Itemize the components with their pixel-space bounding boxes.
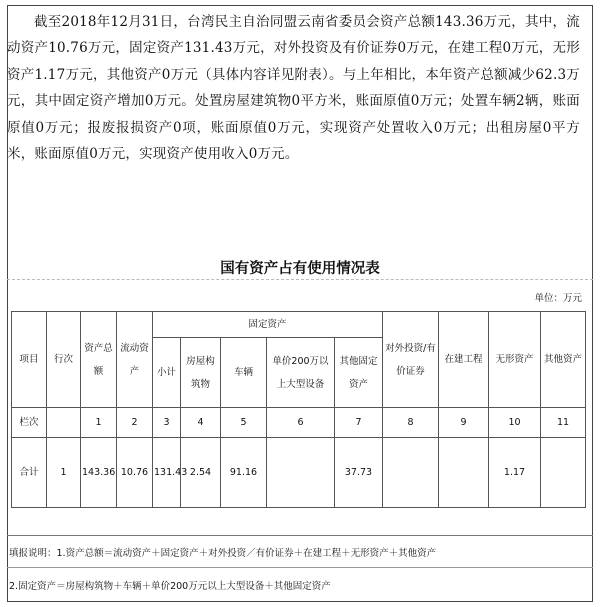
header-buildings: 房屋构筑物 bbox=[181, 338, 221, 408]
col-number: 10 bbox=[489, 408, 541, 438]
col-number: 6 bbox=[267, 408, 335, 438]
note-line-2: 2.固定资产＝房屋构筑物＋车辆＋单价200万元以上大型设备＋其他固定资产 bbox=[9, 581, 331, 592]
header-construction: 在建工程 bbox=[439, 312, 489, 408]
unit-label: 单位：万元 bbox=[534, 293, 582, 304]
asset-table bbox=[11, 311, 586, 508]
header-vehicles: 车辆 bbox=[221, 338, 267, 408]
header-large-equipment: 单价200万以上大型设备 bbox=[267, 338, 335, 408]
col-number: 8 bbox=[383, 408, 439, 438]
total-assets-value: 143.36 bbox=[81, 438, 117, 508]
header-current-assets: 流动资产 bbox=[117, 312, 153, 408]
note-line-1: 填报说明：1.资产总额＝流动资产＋固定资产＋对外投资／有价证券＋在建工程＋无形资产＋其他资产 bbox=[9, 548, 437, 559]
subtotal-value: 131.43 bbox=[153, 438, 181, 508]
table-title: 国有资产占有使用情况表 bbox=[220, 261, 380, 277]
header-total-assets: 资产总额 bbox=[81, 312, 117, 408]
other-fixed-value: 37.73 bbox=[335, 438, 383, 508]
summary-paragraph: 截至2018年12月31日，台湾民主自治同盟云南省委员会资产总额143.36万元，其中，流动资产10.76万元，固定资产131.43万元，对外投资及有价证券0万元，在建工程0万元，无形资产1.17万元，其他资产0万元（具体内容详见附表）。与上年相比，本年资产总额减少62.3万元，其中固定资产增加0万元。处置房屋建筑物0平方米，账面原值0万元；处置车辆2辆，账面原值0万元；报废报损资产0项，账面原值0万元，实现资产处置收入0万元；出租房屋0平方米，账面原值0万元，实现资产使用收入0万元。 bbox=[7, 14, 580, 163]
col-number: 3 bbox=[153, 408, 181, 438]
other-assets-value bbox=[541, 438, 586, 508]
header-other-fixed: 其他固定资产 bbox=[335, 338, 383, 408]
header-row-no: 行次 bbox=[47, 312, 81, 408]
col-number-label: 栏次 bbox=[12, 408, 47, 438]
col-number: 2 bbox=[117, 408, 153, 438]
header-investments: 对外投资/有价证券 bbox=[383, 312, 439, 408]
header-other-assets: 其他资产 bbox=[541, 312, 586, 408]
total-row bbox=[12, 438, 586, 508]
notes-divider bbox=[7, 535, 593, 536]
current-assets-value: 10.76 bbox=[117, 438, 153, 508]
header-intangible: 无形资产 bbox=[489, 312, 541, 408]
buildings-value: 2.54 bbox=[181, 438, 221, 508]
header-item: 项目 bbox=[12, 312, 47, 408]
total-row-no: 1 bbox=[47, 438, 81, 508]
notes-divider-2 bbox=[7, 567, 593, 568]
column-number-row bbox=[12, 408, 586, 438]
investments-value bbox=[383, 438, 439, 508]
col-number: 5 bbox=[221, 408, 267, 438]
col-number-blank bbox=[47, 408, 81, 438]
large-equipment-value bbox=[267, 438, 335, 508]
header-row-1 bbox=[12, 312, 586, 338]
col-number: 1 bbox=[81, 408, 117, 438]
header-fixed-assets: 固定资产 bbox=[153, 312, 383, 338]
col-number: 4 bbox=[181, 408, 221, 438]
construction-value bbox=[439, 438, 489, 508]
col-number: 7 bbox=[335, 408, 383, 438]
total-label: 合计 bbox=[12, 438, 47, 508]
col-number: 11 bbox=[541, 408, 586, 438]
section-divider bbox=[7, 279, 593, 280]
col-number: 9 bbox=[439, 408, 489, 438]
vehicles-value: 91.16 bbox=[221, 438, 267, 508]
header-subtotal: 小计 bbox=[153, 338, 181, 408]
intangible-value: 1.17 bbox=[489, 438, 541, 508]
